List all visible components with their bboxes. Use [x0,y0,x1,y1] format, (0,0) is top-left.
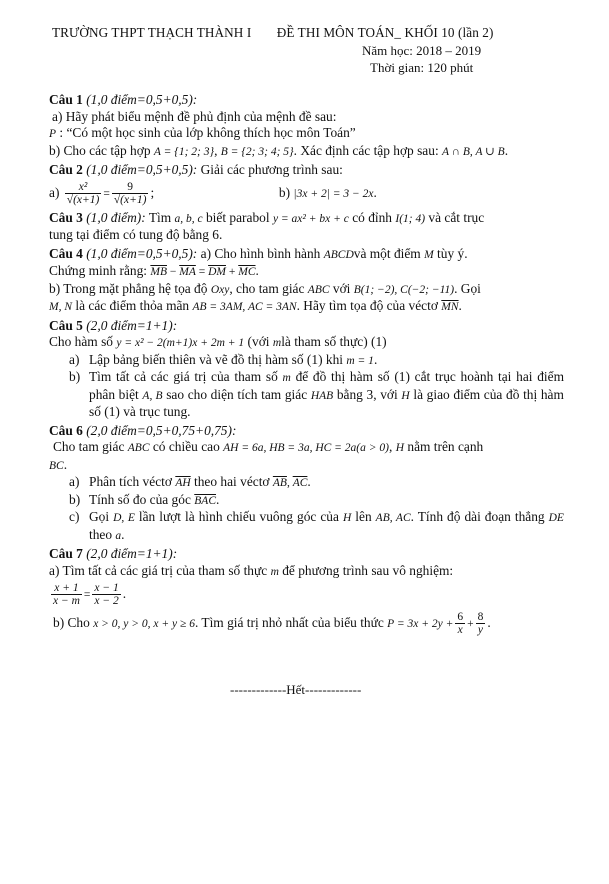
question-3 [49,210,564,244]
q7-text: . [487,615,491,630]
vector-dm: $\overline{DM}$ [208,266,226,278]
eq-b-end: . [373,184,377,200]
frac-den: x − m [53,595,80,608]
q5-text: là giao điểm của đồ thị hàm số (1) và trục tung. [89,386,564,419]
question-7-part-a [49,563,564,581]
q6-text: Cho tam giác [53,439,125,454]
q7-text: a) Tìm tất cả các giá trị của tham số thực [49,562,268,578]
question-1-proposition [49,125,564,143]
part-b-mid: . Xác định các tập hợp sau: [293,142,439,158]
fraction-x2 [65,181,102,206]
fraction-9 [112,181,149,206]
frac-num: x − 1 [94,582,119,595]
op: = [195,266,209,278]
school-name: TRƯỜNG THPT THẠCH THÀNH I [52,25,252,40]
fraction-6x [455,611,465,636]
q4-text: Chứng minh rằng: [49,263,148,278]
eq-b: |3x + 2| = 3 − 2x [293,187,374,200]
vector-ah: $\overline{AH}$ [175,477,191,489]
exam-header [52,25,592,41]
vector-ma: $\overline{MA}$ [179,266,196,278]
eq-a-end: ; [150,184,155,200]
q4-text: . Hãy tìm tọa độ của véctơ [296,298,438,313]
set-b: B = {2; 3; 4; 5} [220,145,294,158]
question-4-points: (1,0 điểm=0,5+0,5): [86,245,198,261]
q6-text: lên [355,509,372,524]
question-2-equations [49,179,564,208]
q6-text: . [121,526,125,542]
q6-text: . [63,456,68,472]
question-6-heading [49,423,564,440]
frac-den: x [457,624,463,637]
q4-text: . [458,298,462,313]
eq-a-label: a) [49,184,60,200]
q6-text: nằm trên cạnh [407,439,484,454]
question-6-points: (2,0 điểm=0,5+0,75+0,75): [86,422,237,438]
frac-den: x − 2 [94,595,119,608]
question-5-part-a [69,351,564,370]
segment-bc: BC [49,459,64,472]
q6-text: Tính số đo của góc [89,491,191,507]
q3-vars: a, b, c [174,212,203,225]
q6-text: . [307,474,311,489]
point-m: M [424,248,434,261]
q5-text: (với [247,334,270,349]
question-7-part-b [49,609,564,638]
fraction-right [92,582,120,607]
coordinate-system: Oxy [210,283,230,296]
q7-text: . [122,586,127,601]
question-4-line-4 [49,298,564,316]
question-6-part-b [69,491,564,510]
question-7-equation [49,580,564,609]
question-1-points: (1,0 điểm=0,5+0,5): [86,92,198,107]
question-5 [49,318,564,421]
school-year: Năm học: 2018 – 2019 [362,43,482,58]
q6-text: Phân tích véctơ [89,474,172,489]
frac-num: x + 1 [51,582,82,595]
height-conditions: AH = 6a, HB = 3a, HC = 2a(a > 0) [223,442,389,454]
question-6-parts [49,474,564,544]
part-label: b) [69,369,81,384]
q5-text: Tìm tất cả các giá trị của tham số [89,369,278,384]
question-3-line-1 [49,210,564,228]
q6-text: Gọi [89,509,110,524]
triangle-hab: HAB [310,389,334,402]
question-4-title: Câu 4 [49,245,83,261]
points-ab: A, B [142,389,163,402]
set-a: A = {1; 2; 3} [153,145,215,158]
question-2-points: (1,0 điểm=0,5+0,5): [86,162,198,177]
q6-text: . Tính độ dài đoạn thẳng [410,509,545,524]
parabola-equation: y = ax² + bx + c [272,212,349,225]
frac-num: 9 [112,181,149,194]
expression-p: P = 3x + 2y + [387,618,454,630]
condition-m: m = 1 [346,354,374,367]
q6-text: theo [89,526,113,542]
q4-text: . Gọi [454,280,481,296]
param-m: m [270,565,279,578]
question-7-title: Câu 7 [49,546,83,561]
question-6 [49,423,564,545]
proposition-label: P [49,128,57,140]
function-equation: y = x² − 2(m+1)x + 2m + 1 [116,337,245,349]
q7-text: b) Cho [53,615,90,630]
q4-text: là các điểm thỏa mãn [75,298,190,313]
q3-text: Tìm [148,209,172,225]
q4-text: với [332,280,351,296]
vector-mc: $\overline{MC}$ [238,266,256,278]
q4-text: , cho tam giác [229,280,305,296]
question-5-points: (2,0 điểm=1+1): [86,317,178,333]
question-7-points: (2,0 điểm=1+1): [86,546,178,561]
question-6-intro [49,439,564,457]
question-1-part-a: a) Hãy phát biểu mệnh đề phủ định của mệnh đề sau: [52,108,337,124]
question-5-heading [49,318,564,335]
part-label: a) [69,474,80,489]
frac-den: √(x+1) [66,193,100,206]
question-2-intro: Giải các phương trình sau: [200,162,343,177]
exam-content [49,90,564,638]
point-h: H [342,512,352,524]
vector-mn: $\overline{MN}$ [441,301,459,313]
q5-text: để đồ thị hàm số (1) cắt trục hoành tại hai điểm phân biệt [89,369,564,402]
q5-text: Cho hàm số [49,334,113,349]
exam-title: ĐỀ THI MÔN TOÁN_ KHỐI 10 (lần 2) [276,25,494,40]
triangle-name: ABC [307,283,330,296]
question-4-line-2 [49,263,564,281]
param-m: m [272,337,282,349]
question-1-heading [49,92,564,109]
question-5-title: Câu 5 [49,317,83,333]
part-label: c) [69,509,80,524]
q4-text: a) Cho hình bình hành [200,245,321,261]
eq-sign: = [103,187,110,200]
points-mn: M, N [49,301,72,313]
vector-conditions: AB = 3AM, AC = 3AN [192,301,297,313]
q5-text: sao cho diện tích tam giác [166,386,308,402]
vector-ac: $\overline{AC}$ [292,477,308,489]
q3-text: và cắt trục [428,209,485,225]
point-h: H [401,389,410,402]
q5-text: Lập bảng biến thiên và vẽ đồ thị hàm số (1) khi [89,351,343,367]
conditions-xy: x > 0, y > 0, x + y ≥ 6 [93,618,195,630]
question-3-points: (1,0 điểm): [86,209,146,225]
end-marker: -------------Hết------------- [230,682,362,697]
question-5-parts [49,352,564,421]
q6-text: lần lượt là hình chiếu vuông góc của [138,509,339,524]
q4-text: và một điểm [353,245,421,261]
question-6-intro-cont [49,457,564,475]
question-5-part-b [69,369,564,421]
question-4-line-1 [49,246,564,264]
fraction-left [51,582,82,607]
question-4 [49,246,564,316]
q5-text: là tham số thực) (1) [281,334,387,349]
question-6-part-c [69,509,564,544]
question-2 [49,162,564,208]
point-h: H [395,442,405,454]
frac-den: y [477,624,484,637]
q3-text: có đỉnh [352,209,392,225]
q3-text: biết parabol [205,209,270,225]
points-de: D, E [113,512,135,524]
part-label: b) [69,491,81,507]
sides-ab-ac: AB, AC [375,512,411,524]
q4-text: b) Trong mặt phẳng hệ tọa độ [49,280,208,296]
frac-num: 6 [457,611,464,624]
frac-num: 8 [477,611,484,624]
angle-bac: $\overline{BAC}$ [194,494,216,507]
question-4-line-3 [49,281,564,299]
param-m: m [282,372,291,384]
q7-text: để phương trình sau vô nghiệm: [282,562,454,578]
segment-de: DE [548,512,564,524]
question-2-heading [49,162,564,179]
frac-num: x² [65,181,102,194]
q6-text: . [216,491,220,507]
q5-text: bằng 3, với [336,386,398,402]
q6-text: có chiều cao [152,439,220,454]
question-3-title: Câu 3 [49,209,83,225]
part-b-prefix: b) Cho các tập hợp [49,142,151,158]
question-5-intro [49,334,564,352]
part-label: a) [69,351,80,367]
eq-sign: = [83,589,91,601]
vector-mb: $\overline{MB}$ [150,266,167,278]
points-bc: B(1; −2), C(−2; −11) [353,283,455,296]
q5-text: . [373,351,378,367]
q4-text: tùy ý. [437,245,468,261]
question-7 [49,546,564,638]
triangle-name: ABC [127,442,150,454]
question-3-line-2: tung tại điểm có tung độ bằng 6. [49,227,223,242]
eq-b-label: b) [278,184,291,200]
question-7-heading [49,546,564,563]
q6-text: theo hai véctơ [194,474,270,489]
fraction-8y [476,611,486,636]
frac-den: √(x+1) [113,193,147,206]
vertex: I(1; 4) [395,212,426,225]
question-2-title: Câu 2 [49,162,83,177]
vector-ab: $\overline{AB}$ [272,477,287,489]
parallelogram-name: ABCD [323,248,354,261]
sep: , [286,477,293,489]
q7-text: . Tìm giá trị nhỏ nhất của biểu thức [194,615,384,630]
op: + [467,618,474,630]
proposition-text: : “Có một học sinh của lớp không thích học môn Toán” [59,125,356,140]
set-operations: A ∩ B, A ∪ B [442,145,505,158]
question-1 [49,92,564,160]
op: − [166,266,180,278]
question-6-part-a [69,474,564,492]
q6-text: , [388,439,393,454]
op: + [225,266,239,278]
question-6-title: Câu 6 [49,422,83,438]
q4-text: . [255,263,259,278]
exam-time: Thời gian: 120 phút [370,60,474,75]
question-1-title: Câu 1 [49,92,83,107]
question-1-part-b: b) Cho các tập hợp A = {1; 2; 3}, B = {2; 3; 4; 5}. Xác định các tập hợp sau: A ∩ B, A ∪ B. [49,142,509,158]
var-a: a [115,529,122,542]
part-b-end: . [504,142,509,158]
